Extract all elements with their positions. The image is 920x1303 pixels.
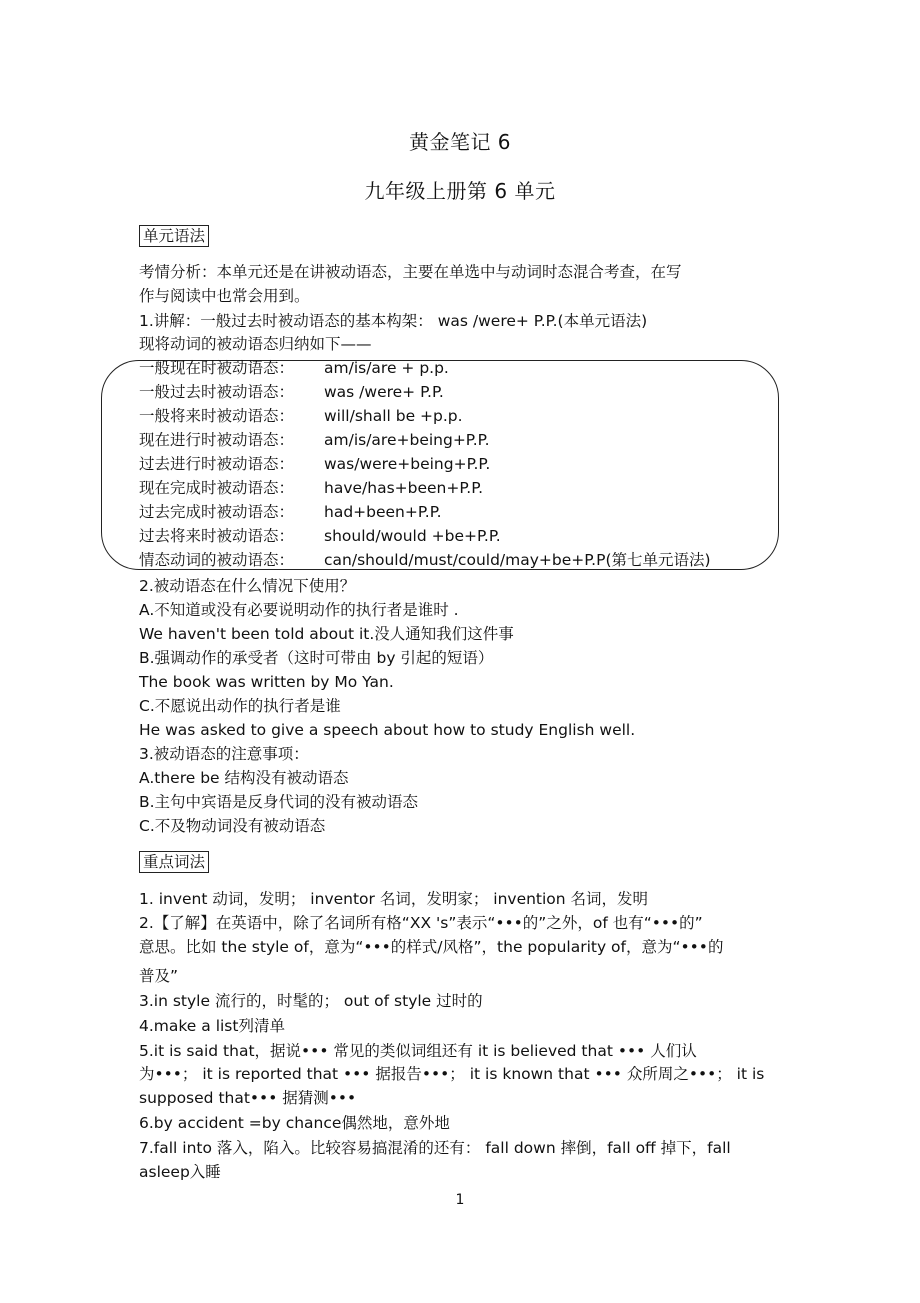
tense-label: 现在完成时被动语态： [139,479,295,497]
grammar-point-2: 2.被动语态在什么情况下使用？ [139,577,356,595]
grammar-point-2-c: C.不愿说出动作的执行者是谁 [139,697,341,715]
tense-label: 情态动词的被动语态： [139,551,295,569]
tense-row [139,478,483,498]
vocab-item-2-line-1: 2.【了解】在英语中，除了名词所有格“XX 's”表示“•••的”之外，of 也有“•••的” [139,914,703,932]
grammar-point-2-a: A.不知道或没有必要说明动作的执行者是谁时 . [139,601,459,619]
vocab-item-2-line-3: 普及” [139,967,179,985]
vocab-heading-label: 重点词法 [139,851,209,873]
tense-row [139,550,711,570]
tense-label: 现在进行时被动语态： [139,431,295,449]
vocab-item-7-line-1: 7.fall into 落入，陷入。比较容易搞混淆的还有： fall down 摔倒，fall off 掉下，fall [139,1139,731,1157]
page-subtitle: 九年级上册第 6 单元 [364,179,556,203]
tense-label: 过去完成时被动语态： [139,503,295,521]
tense-label: 过去进行时被动语态： [139,455,295,473]
tense-form: am/is/are + p.p. [324,359,449,377]
tense-row [139,382,444,402]
tense-row [139,454,490,474]
grammar-heading-label: 单元语法 [139,225,209,247]
vocab-item-7-line-2: asleep入睡 [139,1163,221,1181]
tense-form: will/shall be +p.p. [324,407,463,425]
vocab-item-5-line-2: 为•••； it is reported that ••• 据报告•••； it is known that ••• 众所周之•••； it is [139,1065,765,1083]
vocab-item-6: 6.by accident =by chance偶然地，意外地 [139,1114,450,1132]
grammar-point-3: 3.被动语态的注意事项： [139,745,309,763]
tense-row [139,430,490,450]
tense-form: was /were+ P.P. [324,383,444,401]
tense-row [139,526,501,546]
grammar-point-1-sub: 现将动词的被动语态归纳如下—— [139,335,372,353]
tense-label: 一般现在时被动语态： [139,359,295,377]
vocab-item-3: 3.in style 流行的，时髦的； out of style 过时的 [139,992,483,1010]
grammar-point-3-b: B.主句中宾语是反身代词的没有被动语态 [139,793,419,811]
tense-form: have/has+been+P.P. [324,479,484,497]
vocab-item-5-line-3: supposed that••• 据猜测••• [139,1089,357,1107]
tense-label: 过去将来时被动语态： [139,527,295,545]
vocab-item-2-line-2: 意思。比如 the style of，意为“•••的样式/风格”，the popularity of，意为“•••的 [139,938,724,956]
tense-form: was/were+being+P.P. [324,455,491,473]
vocab-item-5-line-1: 5.it is said that，据说••• 常见的类似词组还有 it is believed that ••• 人们认 [139,1042,697,1060]
grammar-point-2-b-example: The book was written by Mo Yan. [139,673,394,691]
analysis-line-1: 考情分析：本单元还是在讲被动语态，主要在单选中与动词时态混合考查，在写 [139,263,682,281]
tense-label: 一般过去时被动语态： [139,383,295,401]
grammar-section-heading [139,225,209,247]
page-title: 黄金笔记 6 [408,130,512,154]
grammar-point-2-c-example: He was asked to give a speech about how to study English well. [139,721,636,739]
tense-form: am/is/are+being+P.P. [324,431,490,449]
tense-form: should/would +be+P.P. [324,527,501,545]
vocab-section-heading [139,851,209,873]
tense-form: had+been+P.P. [324,503,442,521]
tense-row [139,358,449,378]
tense-row [139,406,463,426]
grammar-point-3-c: C.不及物动词没有被动语态 [139,817,326,835]
vocab-item-4: 4.make a list列清单 [139,1017,285,1035]
analysis-line-2: 作与阅读中也常会用到。 [139,287,310,305]
tense-label: 一般将来时被动语态： [139,407,295,425]
tense-form: can/should/must/could/may+be+P.P(第七单元语法) [324,551,711,569]
page-number: 1 [455,1192,465,1208]
vocab-item-1: 1. invent 动词，发明； inventor 名词，发明家； invention 名词，发明 [139,890,649,908]
grammar-point-1: 1.讲解：一般过去时被动语态的基本构架： was /were+ P.P.(本单元语法) [139,312,648,330]
grammar-point-2-b: B.强调动作的承受者（这时可带由 by 引起的短语） [139,649,494,667]
grammar-point-2-a-example: We haven't been told about it.没人通知我们这件事 [139,625,514,643]
grammar-point-3-a: A.there be 结构没有被动语态 [139,769,349,787]
tense-row [139,502,442,522]
